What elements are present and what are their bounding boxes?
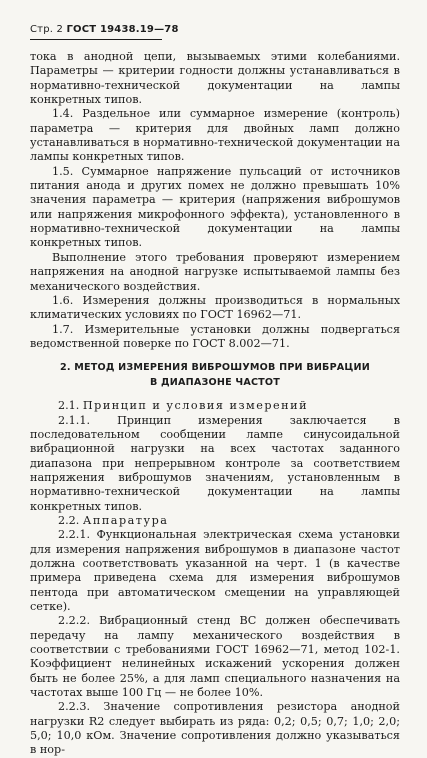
section-1-continuation	[30, 50, 400, 351]
paragraph-2-2-2: 2.2.2. Вибрационный стенд ВС должен обеспечивать передачу на лампу механического воздействия в соответствии с требованиями ГОСТ 16962—71, метод 102-1. Коэффициент нелинейных искажений ускорения должен быть не более 25%, а для ламп специального назначения на частотах выше 100 Гц — не более 10%.	[30, 614, 400, 700]
paragraph: 1.5. Суммарное напряжение пульсаций от источников питания анода и других помех не должно превышать 10% значения параметра — критерия (напряжения виброшумов или напряжения микрофонного эффекта), установленного в нормативно-технической документации на лампы конкретных типов.	[30, 164, 400, 250]
body-text	[30, 50, 400, 758]
subsection-number: 2.1.	[58, 399, 80, 413]
document-id: ГОСТ 19438.19—78	[66, 24, 179, 35]
paragraph: тока в анодной цепи, вызываемых этими колебаниями. Параметры — критерии годности должны устанавливаться в нормативно-технической документации на лампы конкретных типов.	[30, 50, 400, 107]
running-header	[30, 24, 179, 40]
paragraph: 1.4. Раздельное или суммарное измерение (контроль) параметра — критерия для двойных ламп должно устанавливаться в нормативно-технической документации на лампы конкретных типов.	[30, 107, 400, 164]
subsection-heading-2-2	[30, 514, 400, 528]
section-title	[30, 360, 400, 390]
paragraph-2-2-1: 2.2.1. Функциональная электрическая схема установки для измерения напряжения виброшумов в диапазоне частот должна соответствовать указанной на черт. 1 (в качестве примера приведена схема для измерения виброшумов пентода при автоматическом смещении на управляющей сетке).	[30, 528, 400, 614]
paragraph: 1.7. Измерительные установки должны подвергаться ведомственной поверке по ГОСТ 8.002—71.	[30, 322, 400, 350]
page-label: Стр. 2	[30, 24, 64, 35]
section-title-line-2: В ДИАПАЗОНЕ ЧАСТОТ	[149, 377, 281, 389]
paragraph: 1.6. Измерения должны производиться в нормальных климатических условиях по ГОСТ 16962—71.	[30, 293, 400, 322]
paragraph-2-1-1: 2.1.1. Принцип измерения заключается в последовательном сообщении лампе синусоидальной вибрационной нагрузки на всех частотах заданного диапазона при непрерывном контроле за соответствием напряжения виброшумов значениям, установленным в нормативно-технической документации на лампы конкретных типов.	[30, 413, 400, 513]
section-title-line-1: 2. МЕТОД ИЗМЕРЕНИЯ ВИБРОШУМОВ ПРИ ВИБРАЦИИ	[59, 362, 370, 374]
subsection-title: Принцип и условия измерений	[82, 399, 309, 413]
subsection-number: 2.2.	[58, 513, 80, 527]
paragraph: Выполнение этого требования проверяют измерением напряжения на анодной нагрузке испытываемой лампы без механического воздействия.	[30, 250, 400, 293]
subsection-heading-2-1	[30, 399, 400, 413]
subsection-title: Аппаратура	[82, 513, 169, 527]
paragraph-2-2-3: 2.2.3. Значение сопротивления резистора анодной нагрузки R2 следует выбирать из ряда: 0,2; 0,5; 0,7; 1,0; 2,0; 5,0; 10,0 кОм. Значение сопротивления должно указываться в нор-	[30, 700, 400, 757]
